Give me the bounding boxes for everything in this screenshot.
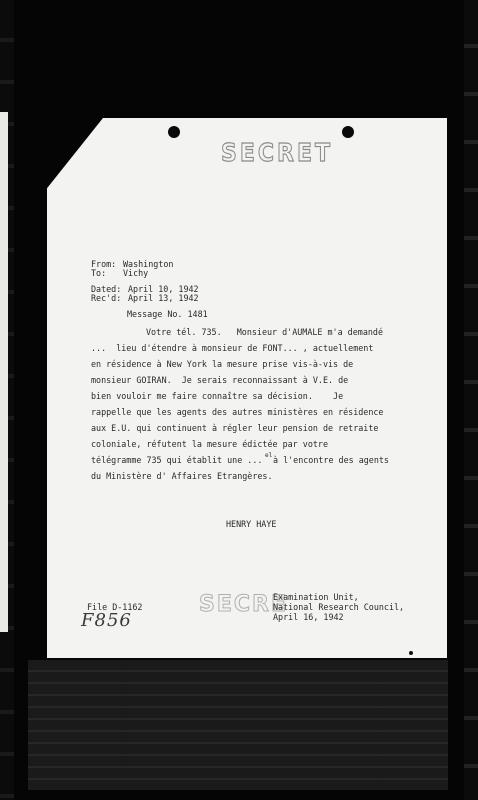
signature: HENRY HAYE (226, 519, 277, 529)
dated-value: April 10, 1942 (128, 284, 199, 294)
examination-unit: Examination Unit, (273, 592, 359, 602)
film-speck (409, 651, 413, 655)
body-line: du Ministère d' Affaires Etrangères. (91, 471, 273, 481)
punch-hole-left (168, 126, 180, 138)
body-line: Votre tél. 735. Monsieur d'AUMALE m'a demandé (146, 327, 383, 337)
national-research-council: National Research Council, (273, 602, 405, 612)
body-line: coloniale, réfutent la mesure édictée par votre (91, 439, 328, 449)
body-line-tail: à l'encontre des agents (273, 455, 389, 465)
recd-label: Rec'd: (91, 293, 122, 303)
body-line: monsieur GOIRAN. Je serais reconnaissant à V.E. de (91, 375, 349, 385)
punch-hole-right (342, 126, 354, 138)
film-strip-right (464, 0, 478, 800)
to-value: Vichy (123, 268, 149, 278)
from-value: Washington (123, 259, 174, 269)
body-line: ... lieu d'étendre à monsieur de FONT... , actuellement (91, 343, 374, 353)
body-line: rappelle que les agents des autres ministères en résidence (91, 407, 384, 417)
film-bottom-band (28, 660, 448, 790)
handwritten-number: F856 (81, 610, 132, 631)
from-label: From: (91, 259, 117, 269)
message-number: Message No. 1481 (127, 309, 208, 319)
superscript-mark: el (265, 452, 273, 459)
body-line: aux E.U. qui continuent à régler leur pension de retraite (91, 423, 379, 433)
body-line: bien vouloir me faire connaître sa décision. Je (91, 391, 344, 401)
file-number: File D-1162 (87, 602, 143, 612)
document-page (47, 118, 447, 658)
adjacent-page-edge (0, 112, 8, 632)
secret-stamp-faint: SECRE (199, 592, 288, 617)
body-line: en résidence à New York la mesure prise vis-à-vis de (91, 359, 354, 369)
to-label: To: (91, 268, 107, 278)
recd-value: April 13, 1942 (128, 293, 199, 303)
footer-date: April 16, 1942 (273, 612, 344, 622)
dated-label: Dated: (91, 284, 122, 294)
secret-stamp: SECRET (221, 139, 333, 168)
body-line: télégramme 735 qui établit une ... (91, 455, 263, 465)
